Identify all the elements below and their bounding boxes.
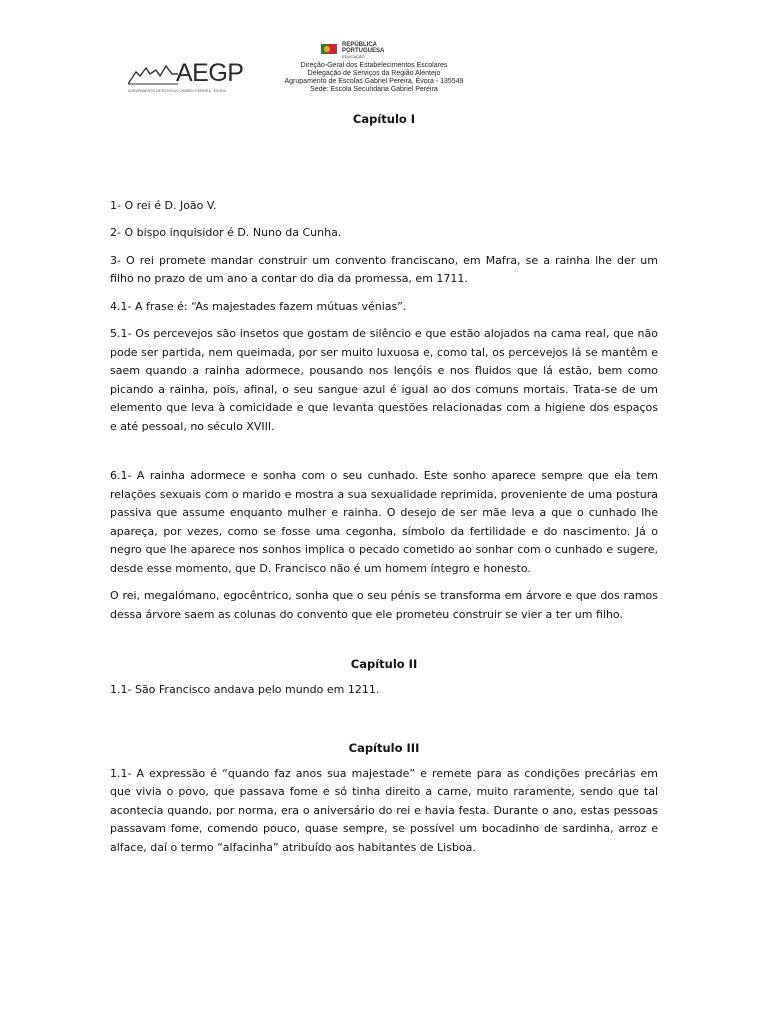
- chapter-1-answer-4: 4.1- A frase é: “As majestades fazem mútuas vénias”.: [110, 299, 407, 313]
- republic-line-2: PORTUGUESA: [342, 48, 385, 54]
- chapter-1-answer-6: 6.1- A rainha adormece e sonha com o seu cunhado. Este sonho aparece sempre que ela tem relações sexuais com o marido e mostra a sua sexualidade reprimida, proveniente de uma postura passiva que assume enquanto mulher e rainha. O desejo de ser mãe leva a que o cunhado lhe apareça, por vezes, como se fosse uma cegonha, símbolo da fertilidade e do nascimento. Já o negro que lhe aparece nos sonhos implica o pecado cometido ao sonhar com o cunhado e sugere, desde esse momento, que D. Francisco não é um homem íntegro e honesto.: [110, 469, 658, 575]
- chapter-1-answer-1: 1- O rei é D. João V.: [110, 198, 217, 212]
- school-line: Sede: Escola Secundária Gabriel Pereira: [310, 86, 438, 93]
- chapter-2-answer-1: 1.1- São Francisco andava pelo mundo em 1211.: [110, 682, 380, 696]
- chapter-1-title: Capítulo I: [352, 112, 416, 126]
- school-logo-text: AEGP: [176, 59, 244, 87]
- letterhead: [128, 38, 608, 94]
- chapter-2-title: Capítulo II: [350, 657, 418, 671]
- republic-label: [342, 42, 384, 60]
- republic-sub: EDUCAÇÃO: [342, 54, 365, 59]
- school-line: Agrupamento de Escolas Gabriel Pereira, Évora - 135549: [284, 78, 464, 85]
- chapter-1-answer-3: 3- O rei promete mandar construir um convento franciscano, em Mafra, se a rainha lhe der um filho no prazo de um ano a contar do dia da promessa, em 1711.: [110, 253, 658, 285]
- portuguese-flag-emblem-icon: [321, 42, 337, 56]
- school-line: Delegação de Serviços da Região Alentejo: [307, 70, 441, 77]
- chapter-3-title: Capítulo III: [348, 741, 420, 755]
- chapter-1-answer-6-continued: O rei, megalómano, egocêntrico, sonha que o seu pénis se transforma em árvore e que dos ramos dessa árvore saem as colunas do convento que ele prometeu construir se vier a ter um filho.: [110, 589, 658, 621]
- chapter-1-answer-2: 2- O bispo inquisidor é D. Nuno da Cunha.: [110, 226, 342, 239]
- republic-line-1: REPÚBLICA: [342, 42, 378, 48]
- school-address: [254, 62, 494, 94]
- chapter-3-answer-1: 1.1- A expressão é “quando faz anos sua majestade” e remete para as condições precárias em que vivia o povo, que passava fome e só tinha direito a carne, muito raramente, sendo que tal acontecia quando, por norma, era o aniversário do rei e havia festa. Durante o ano, estas pessoas passavam fome, comendo pouco, quase sempre, se possível um bocadinho de sardinha, arroz e alface, daí o termo “alfacinha” atribuído aos habitantes de Lisboa.: [110, 766, 658, 854]
- school-logo-tagline: AGRUPAMENTO DE ESCOLAS GABRIEL PEREIRA · ÉVORA: [128, 89, 226, 93]
- document-body: [110, 110, 658, 857]
- chapter-1-answer-5: 5.1- Os percevejos são insetos que gostam de silêncio e que estão alojados na cama real, que não pode ser partida, nem queimada, por ser muito luxuosa e, como tal, os percevejos lá se mantêm e saem quando a rainha adormece, pousando nos lençóis e nos fluidos que lá estão, bem como picando a rainha, pois, afinal, o seu sangue azul é igual ao dos comuns mortais. Trata-se de um elemento que leva à comicidade e que levanta questões relacionadas com a higiene dos espaços e até pessoal, no século XVIII.: [110, 327, 658, 433]
- school-line: Direção-Geral dos Estabelecimentos Escolares: [300, 62, 448, 69]
- city-skyline-icon: [128, 62, 178, 86]
